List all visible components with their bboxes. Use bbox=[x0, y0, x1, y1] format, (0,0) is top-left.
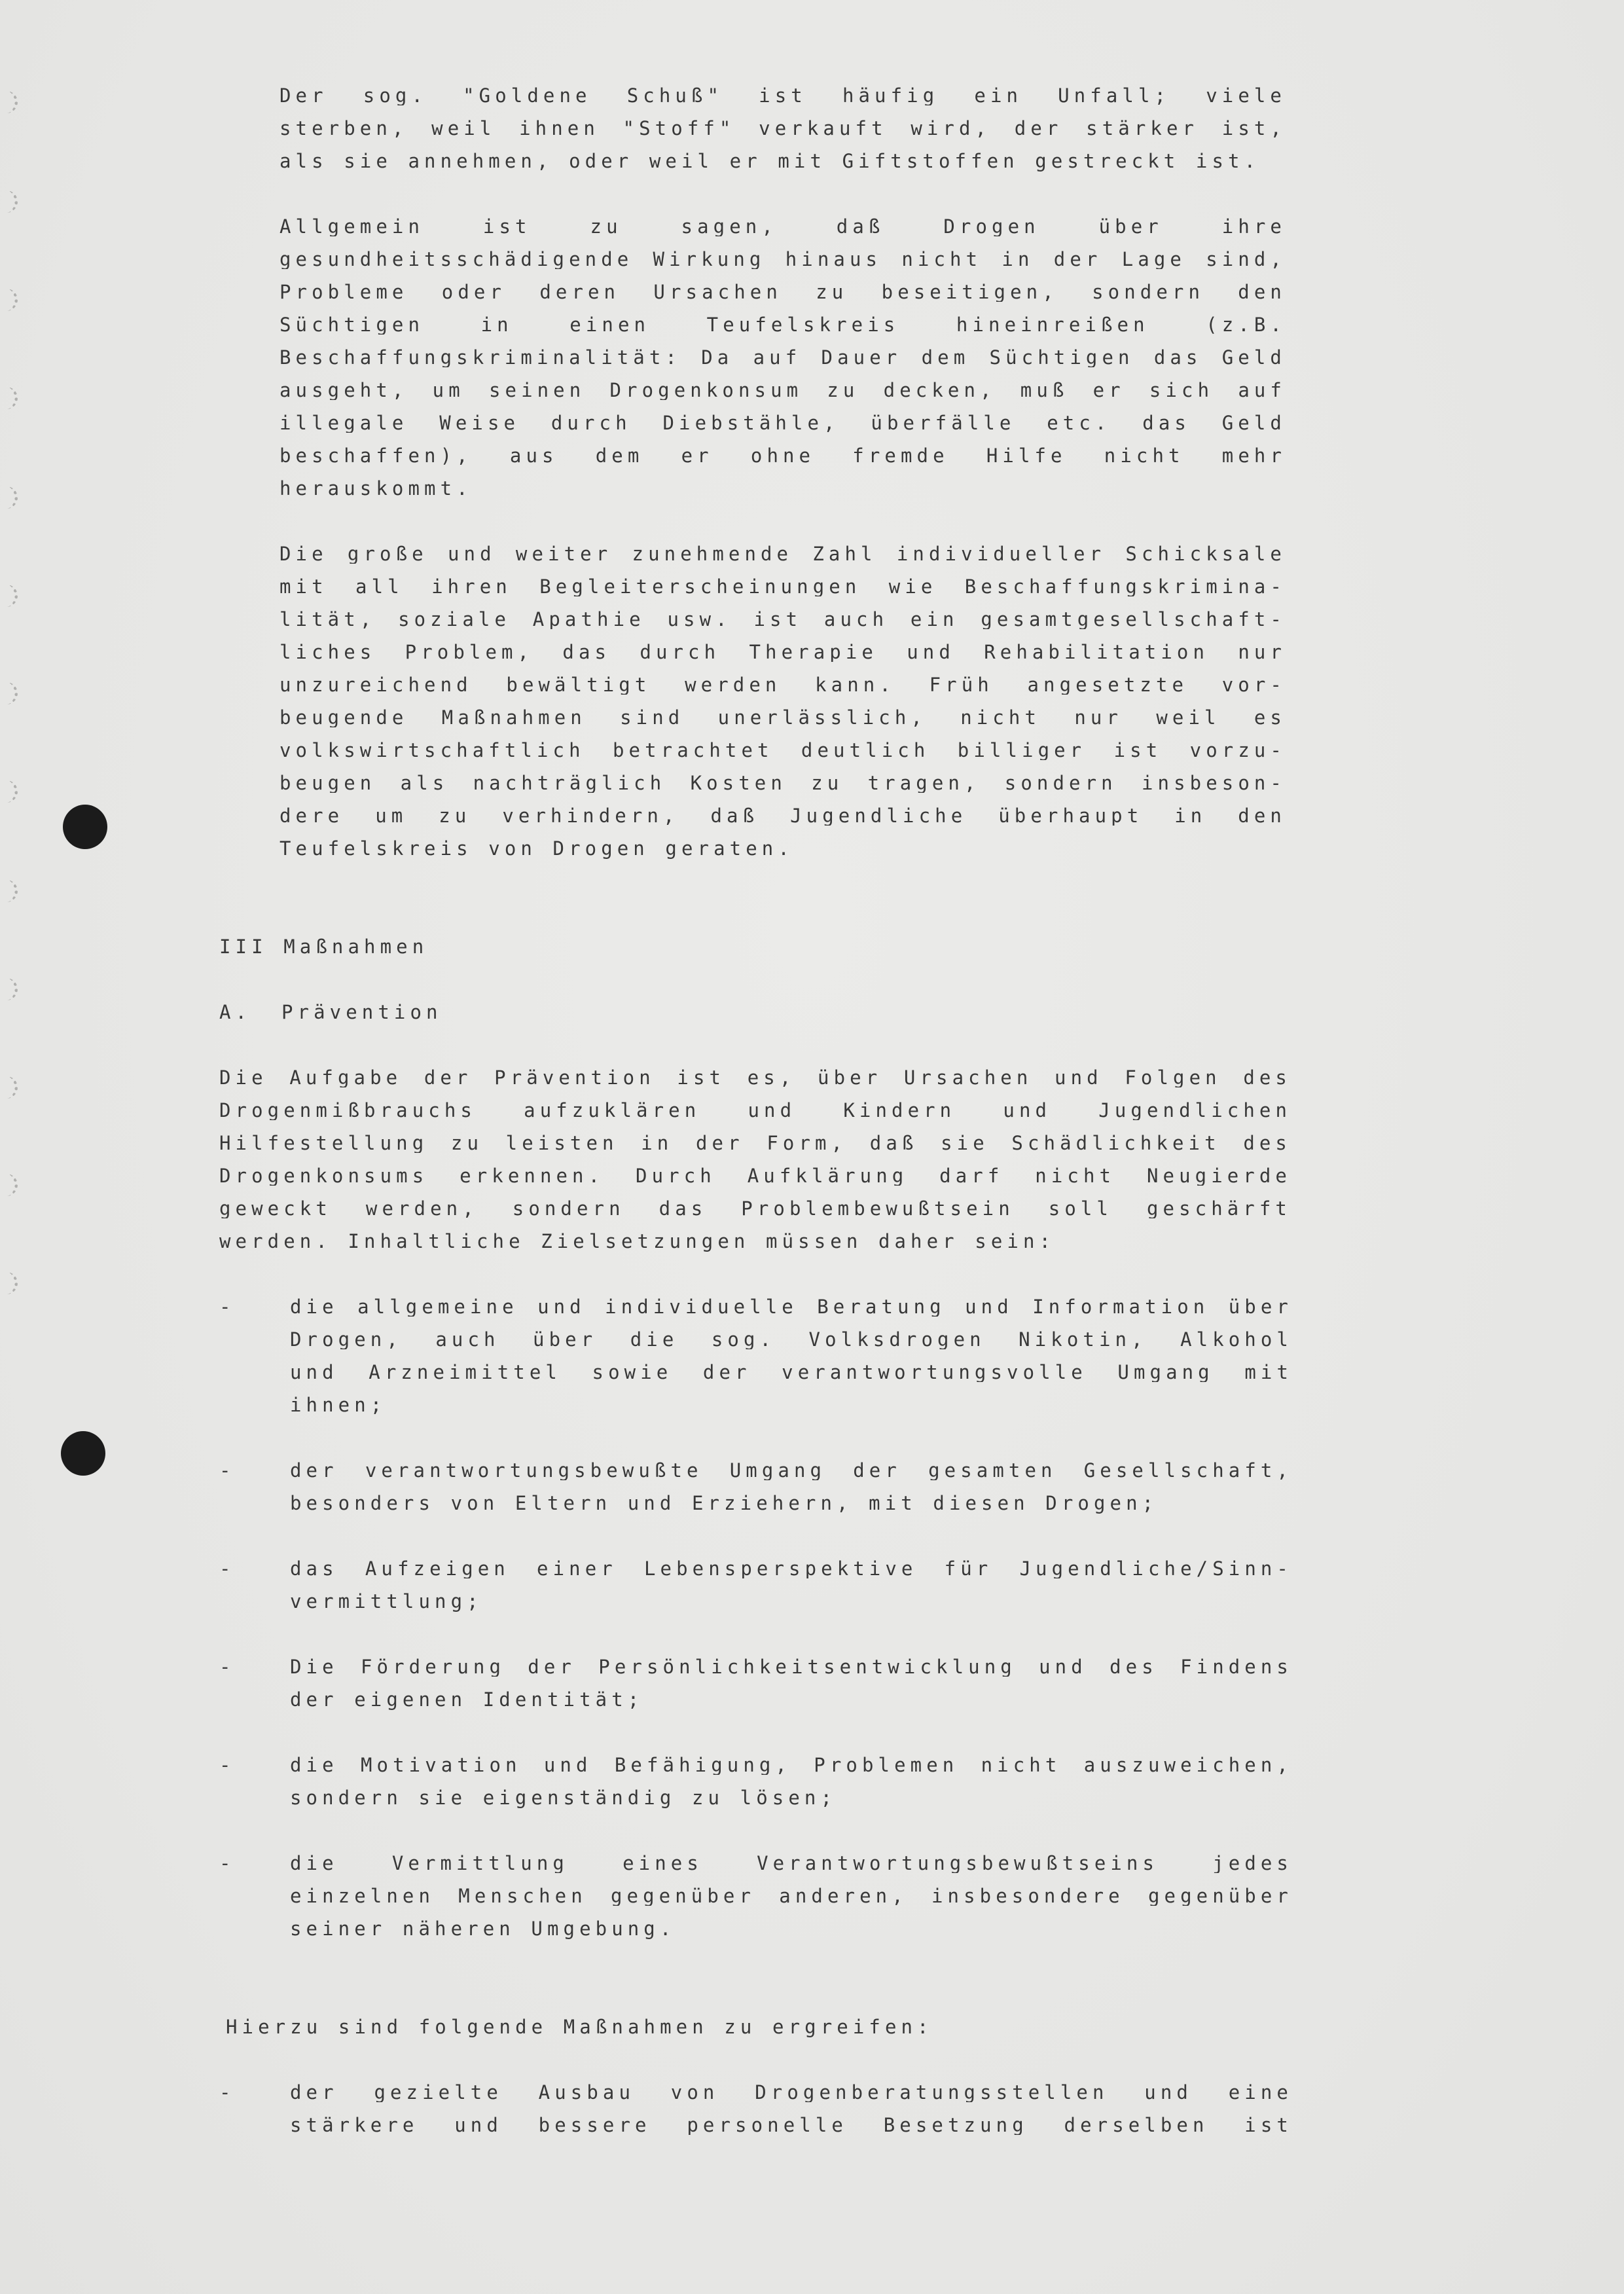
paragraph-vicious-circle-line: ausgeht, um seinen Drogenkonsum zu decken, muß er sich auf bbox=[280, 381, 1286, 400]
goal-item-line: der verantwortungsbewußte Umgang der gesamten Gesellschaft, bbox=[290, 1461, 1293, 1480]
goal-item-line: besonders von Eltern und Erziehern, mit diesen Drogen; bbox=[290, 1492, 1159, 1514]
feed-hole-mark bbox=[5, 387, 18, 409]
paragraph-vicious-circle-line: beschaffen), aus dem er ohne fremde Hilfe nicht mehr bbox=[280, 446, 1286, 465]
paragraph-vicious-circle-line: gesundheitsschädigende Wirkung hinaus nicht in der Lage sind, bbox=[280, 250, 1286, 269]
bullet-dash: - bbox=[219, 1754, 231, 1776]
paragraph-prevention-need-line: lität, soziale Apathie usw. ist auch ein gesamtgesellschaft- bbox=[280, 610, 1286, 629]
paragraph-golden-shot-line: sterben, weil ihnen "Stoff" verkauft wird, der stärker ist, bbox=[280, 119, 1286, 138]
punch-hole-bottom bbox=[61, 1431, 105, 1476]
bullet-dash: - bbox=[219, 2081, 231, 2103]
paragraph-vicious-circle-line: Allgemein ist zu sagen, daß Drogen über ihre bbox=[280, 217, 1286, 236]
paragraph-prevention-need-line: unzureichend bewältigt werden kann. Früh angesetzte vor- bbox=[280, 676, 1286, 695]
goal-item-line: die Motivation und Befähigung, Problemen nicht auszuweichen, bbox=[290, 1756, 1293, 1775]
feed-hole-mark bbox=[5, 1174, 18, 1196]
paragraph-vicious-circle-line: Süchtigen in einen Teufelskreis hineinreißen (z.B. bbox=[280, 316, 1286, 335]
paragraph-prevention-task-line: Die Aufgabe der Prävention ist es, über Ursachen und Folgen des bbox=[219, 1068, 1291, 1087]
goal-item-line: Drogen, auch über die sog. Volksdrogen Nikotin, Alkohol bbox=[290, 1330, 1293, 1349]
section-heading: III Maßnahmen bbox=[219, 936, 429, 958]
subsection-title: Prävention bbox=[281, 1001, 442, 1023]
feed-hole-mark bbox=[5, 289, 18, 311]
goal-item-line: die allgemeine und individuelle Beratung und Information über bbox=[290, 1298, 1293, 1317]
bullet-dash: - bbox=[219, 1296, 231, 1318]
measures-intro: Hierzu sind folgende Maßnahmen zu ergreifen: bbox=[226, 2016, 933, 2038]
paragraph-prevention-task-line: werden. Inhaltliche Zielsetzungen müssen daher sein: bbox=[219, 1230, 1056, 1252]
paragraph-vicious-circle-line: Beschaffungskriminalität: Da auf Dauer dem Süchtigen das Geld bbox=[280, 348, 1286, 367]
paragraph-vicious-circle-line: Probleme oder deren Ursachen zu beseitigen, sondern den bbox=[280, 283, 1286, 302]
paragraph-prevention-need-line: beugen als nachträglich Kosten zu tragen, sondern insbeson- bbox=[280, 774, 1286, 793]
bullet-dash: - bbox=[219, 1656, 231, 1678]
feed-hole-mark bbox=[5, 1272, 18, 1294]
paragraph-prevention-need-line: Teufelskreis von Drogen geraten. bbox=[280, 837, 794, 860]
paragraph-prevention-task-line: Drogenmißbrauchs aufzuklären und Kindern und Jugendlichen bbox=[219, 1101, 1291, 1120]
paragraph-golden-shot-line: als sie annehmen, oder weil er mit Giftstoffen gestreckt ist. bbox=[280, 150, 1261, 172]
feed-hole-mark bbox=[5, 91, 18, 113]
subsection-letter: A. bbox=[219, 1001, 252, 1023]
paragraph-prevention-task-line: Hilfestellung zu leisten in der Form, daß sie Schädlichkeit des bbox=[219, 1134, 1291, 1153]
paragraph-prevention-need-line: volkswirtschaftlich betrachtet deutlich billiger ist vorzu- bbox=[280, 741, 1286, 760]
bullet-dash: - bbox=[219, 1852, 231, 1874]
goal-item-line: die Vermittlung eines Verantwortungsbewußtseins jedes bbox=[290, 1854, 1293, 1873]
paragraph-prevention-need-line: beugende Maßnahmen sind unerlässlich, nicht nur weil es bbox=[280, 708, 1286, 727]
feed-hole-mark bbox=[5, 191, 18, 213]
feed-hole-mark bbox=[5, 1076, 18, 1099]
goal-item-line: und Arzneimittel sowie der verantwortungsvolle Umgang mit bbox=[290, 1363, 1293, 1382]
goal-item-line: seiner näheren Umgebung. bbox=[290, 1918, 676, 1940]
paragraph-prevention-need-line: liches Problem, das durch Therapie und Rehabilitation nur bbox=[280, 643, 1286, 662]
feed-hole-mark bbox=[5, 682, 18, 704]
feed-hole-mark bbox=[5, 585, 18, 607]
goal-item-line: vermittlung; bbox=[290, 1590, 483, 1612]
measure-item-line: der gezielte Ausbau von Drogenberatungsstellen und eine bbox=[290, 2083, 1293, 2102]
goal-item-line: Die Förderung der Persönlichkeitsentwicklung und des Findens bbox=[290, 1658, 1293, 1677]
bullet-dash: - bbox=[219, 1557, 231, 1580]
bullet-dash: - bbox=[219, 1459, 231, 1482]
feed-hole-mark bbox=[5, 780, 18, 803]
paragraph-prevention-need-line: dere um zu verhindern, daß Jugendliche überhaupt in den bbox=[280, 807, 1286, 826]
paragraph-vicious-circle-line: herauskommt. bbox=[280, 477, 473, 500]
goal-item-line: das Aufzeigen einer Lebensperspektive für Jugendliche/Sinn- bbox=[290, 1559, 1293, 1578]
goal-item-line: sondern sie eigenständig zu lösen; bbox=[290, 1787, 837, 1809]
goal-item-line: ihnen; bbox=[290, 1394, 387, 1416]
paragraph-prevention-need-line: Die große und weiter zunehmende Zahl individueller Schicksale bbox=[280, 545, 1286, 564]
paragraph-prevention-need-line: mit all ihren Begleiterscheinungen wie Beschaffungskrimina- bbox=[280, 577, 1286, 596]
paragraph-golden-shot-line: Der sog. "Goldene Schuß" ist häufig ein Unfall; viele bbox=[280, 86, 1286, 105]
paragraph-prevention-task-line: geweckt werden, sondern das Problembewußtsein soll geschärft bbox=[219, 1199, 1291, 1218]
feed-hole-mark bbox=[5, 486, 18, 509]
feed-hole-mark bbox=[5, 978, 18, 1000]
goal-item-line: einzelnen Menschen gegenüber anderen, insbesondere gegenüber bbox=[290, 1887, 1293, 1906]
feed-hole-mark bbox=[5, 880, 18, 902]
paragraph-vicious-circle-line: illegale Weise durch Diebstähle, überfälle etc. das Geld bbox=[280, 414, 1286, 433]
punch-hole-top bbox=[63, 805, 107, 849]
goal-item-line: der eigenen Identität; bbox=[290, 1688, 644, 1711]
paragraph-prevention-task-line: Drogenkonsums erkennen. Durch Aufklärung darf nicht Neugierde bbox=[219, 1167, 1291, 1186]
measure-item-line: stärkere und bessere personelle Besetzung derselben ist bbox=[290, 2116, 1293, 2135]
